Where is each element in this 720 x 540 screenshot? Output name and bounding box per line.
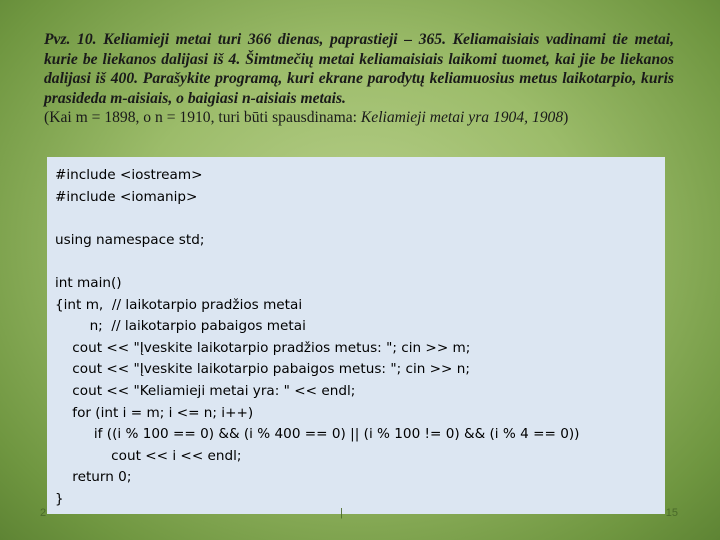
code-block [47, 157, 665, 514]
problem-statement [44, 30, 674, 128]
code-line: } [55, 490, 64, 507]
code-line: for (int i = m; i <= n; i++) [55, 404, 254, 421]
code-line: if ((i % 100 == 0) && (i % 400 == 0) || (i % 100 != 0) && (i % 4 == 0)) [55, 426, 580, 443]
footer-center: | [340, 507, 343, 519]
problem-text: Pvz. 10. Keliamieji metai turi 366 dienas, paprastieji – 365. Keliamaisiais vadinami tie metai, kurie be liekanos dalijasi iš 4. Šimtmečių metai keliamaisiais laikomi tuomet, kai jie be liekanos dalijasi iš 400. Parašykite programą, kuri ekrane parodytų keliamuosius metus laikotarpio, kuris prasideda m-aisiais, o baigiasi n-aisiais metais. [44, 31, 674, 107]
code-line: int main() [55, 274, 122, 291]
code-line: {int m, // laikotarpio pradžios metai [55, 296, 303, 313]
slide-number: 15 [665, 507, 678, 519]
example-output: Keliamieji metai yra 1904, 1908 [360, 109, 564, 127]
code-line: using namespace std; [55, 231, 205, 248]
code-line: cout << i << endl; [55, 447, 242, 464]
code-line: #include <iomanip> [55, 188, 198, 205]
code-line: #include <iostream> [55, 167, 203, 183]
example-suffix: ) [563, 109, 569, 127]
code-line: n; // laikotarpio pabaigos metai [55, 318, 306, 335]
code-line: cout << "Įveskite laikotarpio pabaigos metus: "; cin >> n; [55, 361, 470, 378]
footer-left: 2 [40, 507, 47, 519]
code-line: cout << "Keliamieji metai yra: " << endl; [55, 382, 356, 399]
example-prefix: (Kai m = 1898, o n = 1910, turi būti spausdinama: [44, 109, 361, 127]
code-listing [55, 165, 665, 511]
code-line: return 0; [55, 469, 132, 486]
code-line: cout << "Įveskite laikotarpio pradžios metus: "; cin >> m; [55, 339, 471, 356]
example-line [44, 108, 674, 128]
